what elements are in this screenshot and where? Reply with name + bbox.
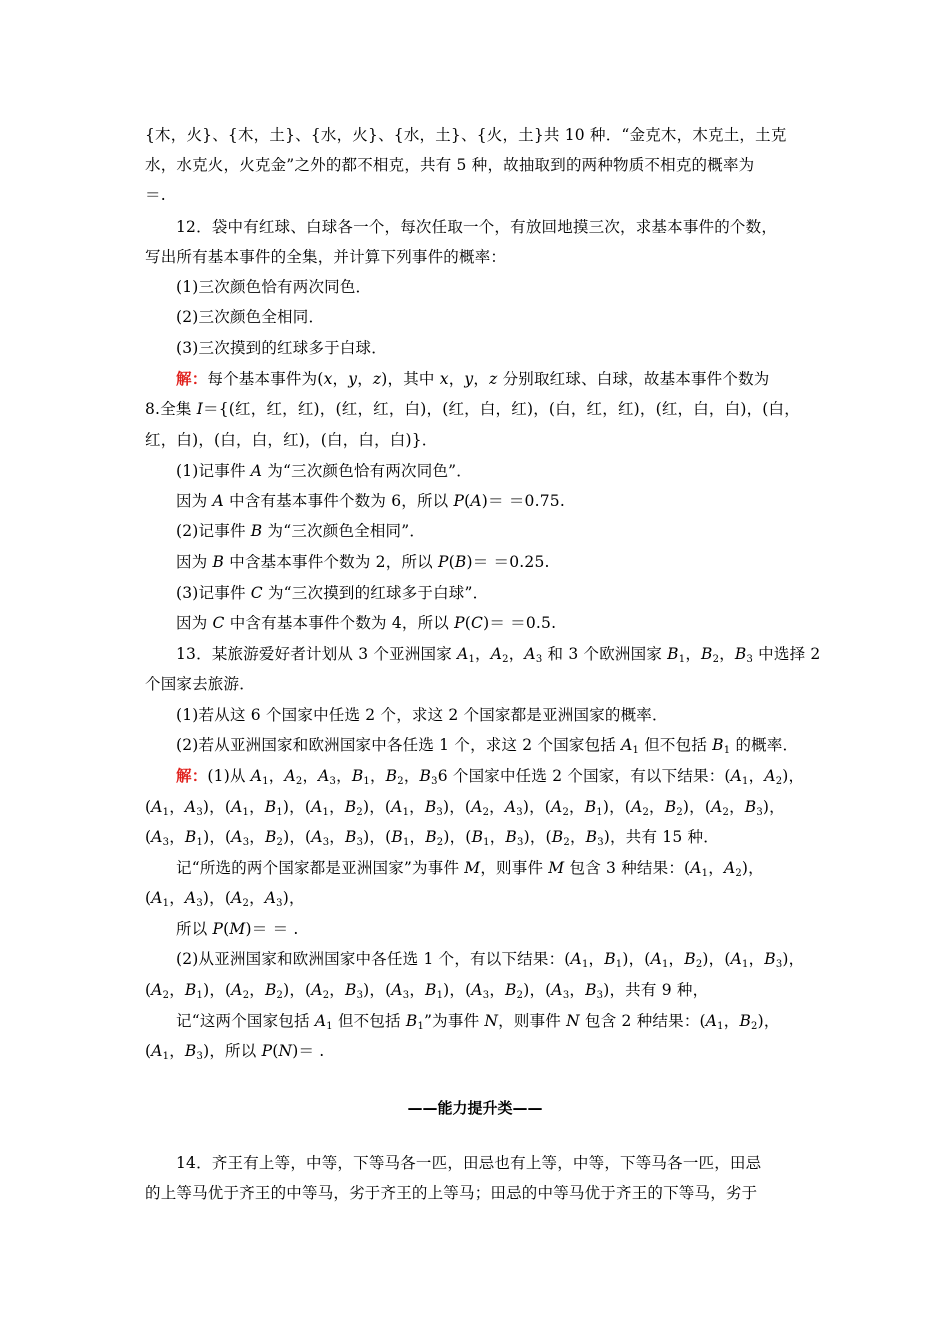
solution-12-line: 因为 B 中含基本事件个数为 2，所以 P(B)＝ ＝0.25. <box>176 553 550 571</box>
solution-13-line: ($A_1$，$A_3$)，($A_1$，$B_1$)，($A_1$，$B_2$)，($A_1$，$B_3$)，($A_2$，$A_3$)，($A_2$，$B_1$)，($A_2$，$B_2$)，($A_2$，$B_3$)， <box>145 798 785 818</box>
section-heading: ——能力提升类—— <box>407 1099 543 1117</box>
solution-label: 解： <box>176 369 208 388</box>
problem-14-stem-cont: 的上等马优于齐王的中等马，劣于齐王的上等马；田忌的中等马优于齐王的下等马，劣于 <box>145 1184 758 1202</box>
solution-12-line: (3)记事件 C 为“三次摸到的红球多于白球”． <box>176 584 489 602</box>
solution-12-line: 红，白)，(白，白，红)，(白，白，白)}． <box>145 431 438 449</box>
text-line: {木，火}、{木，土}、{水，火}、{水，土}、{火，土}共 10 种．“金克木，木克土，土克 <box>145 126 787 144</box>
solution-label: 解： <box>176 766 208 785</box>
solution-12-line: 因为 C 中含有基本事件个数为 4，所以 P(C)＝ ＝0.5. <box>176 614 557 632</box>
solution-12-line: 因为 A 中含有基本事件个数为 6，所以 P(A)＝ ＝0.75. <box>176 492 565 510</box>
solution-13-line: 记“所选的两个国家都是亚洲国家”为事件 M，则事件 M 包含 3 种结果：($A_1$，$A_2$)， <box>176 859 764 879</box>
problem-12-stem-cont: 写出所有基本事件的全集，并计算下列事件的概率： <box>145 248 507 266</box>
problem-13-stem: 13．某旅游爱好者计划从 3 个亚洲国家 $A_1$，$A_2$，$A_3$ 和 3 个欧洲国家 $B_1$，$B_2$，$B_3$ 中选择 2 <box>176 645 821 665</box>
solution-12-line: (2)记事件 B 为“三次颜色全相同”． <box>176 522 426 540</box>
solution-12-line: 解：每个基本事件为(x，y，z)，其中 x，y，z 分别取红球、白球，故基本事件个数为 <box>176 369 770 388</box>
solution-13-line: ($A_3$，$B_1$)，($A_3$，$B_2$)，($A_3$，$B_3$)，($B_1$，$B_2$)，($B_1$，$B_3$)，($B_2$，$B_3$)，共有 15 种． <box>145 828 719 848</box>
text-line: ＝. <box>145 186 166 204</box>
problem-12-part1: (1)三次颜色恰有两次同色． <box>176 278 372 296</box>
problem-12-part3: (3)三次摸到的红球多于白球． <box>176 339 387 357</box>
problem-12-part2: (2)三次颜色全相同． <box>176 308 325 326</box>
problem-14-stem: 14．齐王有上等，中等，下等马各一匹，田忌也有上等，中等，下等马各一匹，田忌 <box>176 1154 762 1172</box>
problem-13-stem-cont: 个国家去旅游． <box>145 675 255 693</box>
solution-13-line: (2)从亚洲国家和欧洲国家中各任选 1 个，有以下结果：($A_1$，$B_1$)，($A_1$，$B_2$)，($A_1$，$B_3$)， <box>176 950 805 970</box>
solution-13-line: ($A_2$，$B_1$)，($A_2$，$B_2$)，($A_2$，$B_3$)，($A_3$，$B_1$)，($A_3$，$B_2$)，($A_3$，$B_3$)，共有 9 种， <box>145 981 709 1001</box>
text-line: 水，水克火，火克金”之外的都不相克，共有 5 种，故抽取到的两种物质不相克的概率为 <box>145 156 755 174</box>
solution-12-line: 8.全集 I＝{(红，红，红)，(红，红，白)，(红，白，红)，(白，红，红)，(红，白，白)，(白， <box>145 400 800 418</box>
problem-13-part1: (1)若从这 6 个国家中任选 2 个，求这 2 个国家都是亚洲国家的概率． <box>176 706 668 724</box>
solution-13-line: ($A_1$，$B_3$)，所以 P(N)＝ . <box>145 1042 325 1062</box>
solution-13-line: ($A_1$，$A_3$)，($A_2$，$A_3$)， <box>145 889 305 909</box>
solution-13-line: 所以 P(M)＝ ＝ . <box>176 920 299 938</box>
problem-13-part2: (2)若从亚洲国家和欧洲国家中各任选 1 个，求这 2 个国家包括 $A_1$ 但不包括 $B_1$ 的概率． <box>176 736 799 756</box>
solution-13-line: 记“这两个国家包括 $A_1$ 但不包括 $B_1$”为事件 N，则事件 N 包含 2 种结果：($A_1$，$B_2$)， <box>176 1012 780 1032</box>
problem-12-stem: 12．袋中有红球、白球各一个，每次任取一个，有放回地摸三次，求基本事件的个数， <box>176 218 778 236</box>
solution-13-line: 解：(1)从 $A_1$，$A_2$，$A_3$，$B_1$，$B_2$，$B_36$ 个国家中任选 2 个国家，有以下结果：($A_1$，$A_2$)， <box>176 766 805 787</box>
solution-12-line: (1)记事件 A 为“三次颜色恰有两次同色”． <box>176 462 472 480</box>
